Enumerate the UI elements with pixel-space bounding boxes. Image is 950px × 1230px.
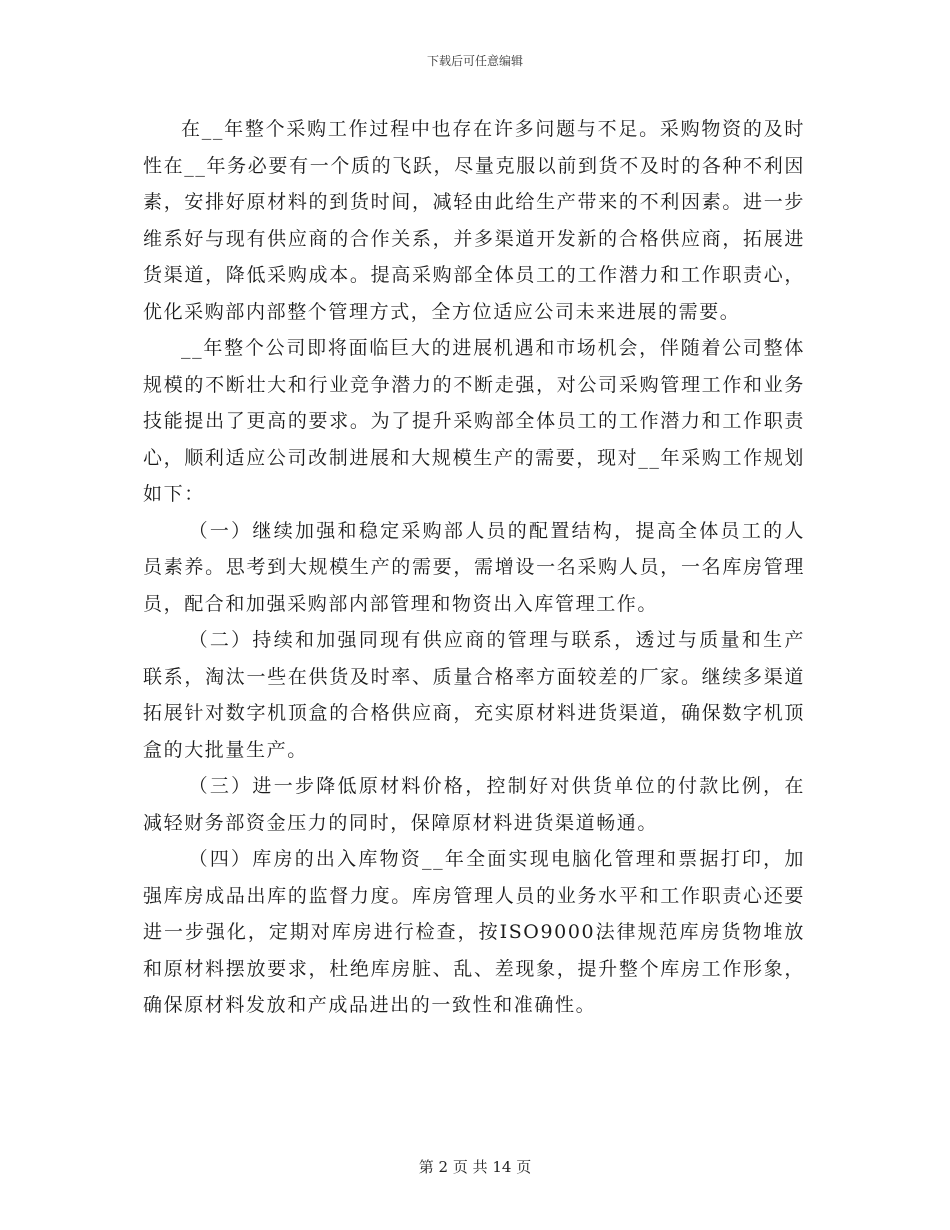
- paragraph-item-4: （四）库房的出入库物资__年全面实现电脑化管理和票据打印，加强库房成品出库的监督力度。库房管理人员的业务水平和工作职责心还要进一步强化，定期对库房进行检查，按ISO9000法律规范库房货物堆放和原材料摆放要求，杜绝库房脏、乱、差现象，提升整个库房工作形象，确保原材料发放和产成品进出的一致性和准确性。: [143, 848, 805, 1016]
- page-number: 第 2 页 共 14 页: [418, 1158, 532, 1176]
- paragraph-plan-overview: __年整个公司即将面临巨大的进展机遇和市场机会，伴随着公司整体规模的不断壮大和行业竞争潜力的不断走强，对公司采购管理工作和业务技能提出了更高的要求。为了提升采购部全体员工的工作潜力和工作职责心，顺利适应公司改制进展和大规模生产的需要，现对__年采购工作规划如下：: [143, 337, 805, 505]
- paragraph-item-1: （一）继续加强和稳定采购部人员的配置结构，提高全体员工的人员素养。思考到大规模生产的需要，需增设一名采购人员，一名库房管理员，配合和加强采购部内部管理和物资出入库管理工作。: [143, 519, 805, 615]
- paragraph-intro: 在__年整个采购工作过程中也存在许多问题与不足。采购物资的及时性在__年务必要有一个质的飞跃，尽量克服以前到货不及时的各种不利因素，安排好原材料的到货时间，减轻由此给生产带来的不利因素。进一步维系好与现有供应商的合作关系，并多渠道开发新的合格供应商，拓展进货渠道，降低采购成本。提高采购部全体员工的工作潜力和工作职责心，优化采购部内部整个管理方式，全方位适应公司未来进展的需要。: [143, 118, 805, 323]
- paragraph-item-2: （二）持续和加强同现有供应商的管理与联系，透过与质量和生产联系，淘汰一些在供货及时率、质量合格率方面较差的厂家。继续多渠道拓展针对数字机顶盒的合格供应商，充实原材料进货渠道，确保数字机顶盒的大批量生产。: [143, 629, 805, 761]
- paragraph-item-3: （三）进一步降低原材料价格，控制好对供货单位的付款比例，在减轻财务部资金压力的同时，保障原材料进货渠道畅通。: [143, 775, 805, 834]
- page-header: 下载后可任意编辑: [426, 54, 523, 68]
- document-body: [143, 111, 805, 1024]
